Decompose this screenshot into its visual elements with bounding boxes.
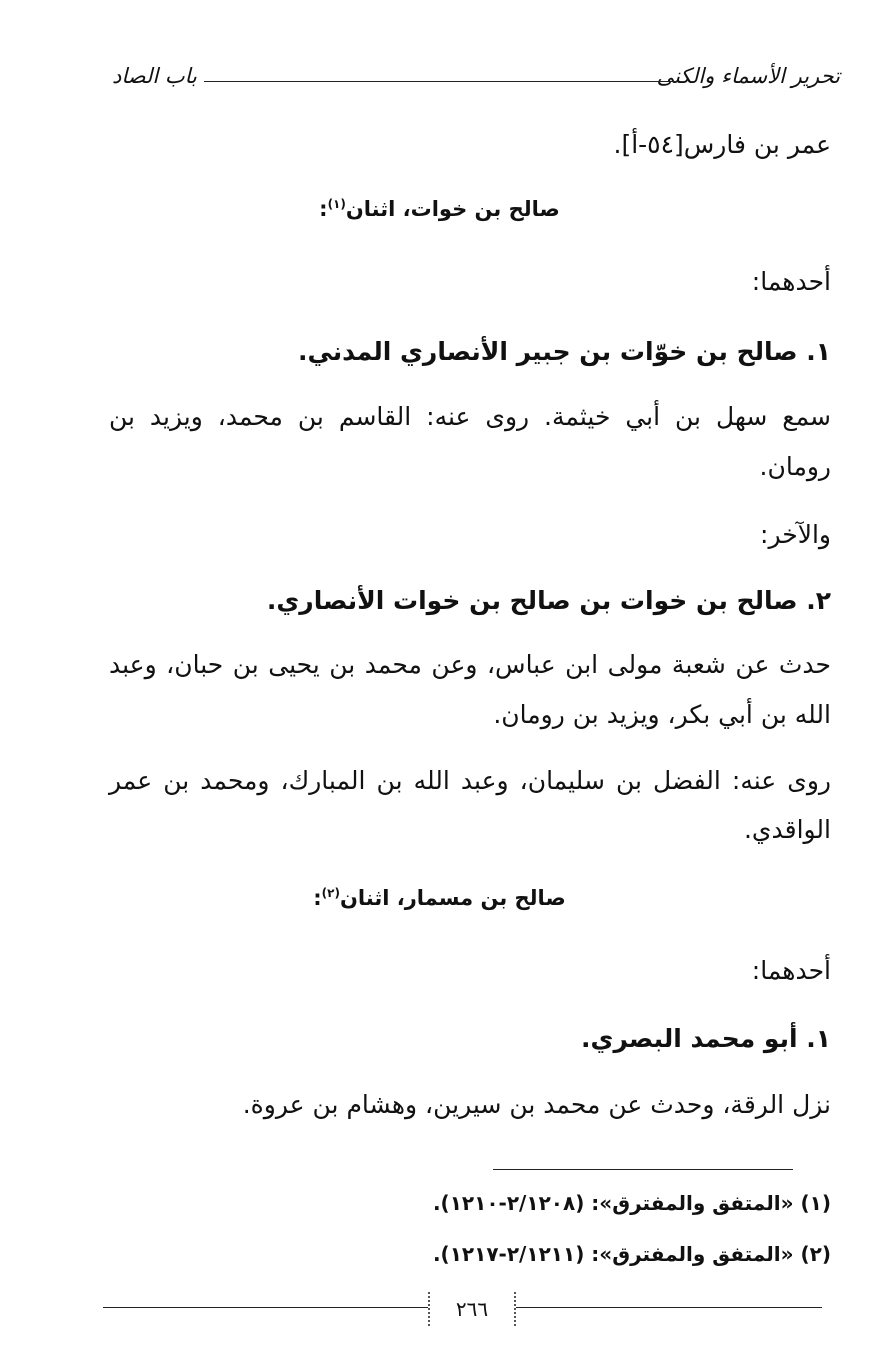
bottom-rule-left (103, 1307, 428, 1308)
running-header (112, 62, 840, 96)
narrators-line: روى عنه: الفضل بن سليمان، وعبد الله بن المبارك، ومحمد بن عمر (109, 766, 831, 795)
entry-text-line: سمع سهل بن أبي خيثمة. روى عنه: القاسم بن محمد، ويزيد بن (109, 402, 831, 431)
footnote-ref: (٢) (321, 886, 340, 900)
footnote-ref: (١) (327, 197, 346, 211)
section-heading-text: صالح بن مسمار، اثنان (339, 886, 566, 910)
entry-text-line: نزل الرقة، وحدث عن محمد بن سيرين، وهشام بن عروة. (242, 1090, 831, 1119)
first-label: أحدهما: (751, 267, 831, 296)
header-rule (204, 81, 678, 82)
section-heading-colon: : (313, 886, 322, 910)
section-heading-colon: : (319, 197, 328, 221)
footnote-separator (493, 1169, 793, 1170)
first-label: أحدهما: (751, 956, 831, 985)
narrators-line: الواقدي. (743, 815, 831, 844)
chapter-title: باب الصاد (112, 64, 197, 88)
section-heading (0, 878, 879, 913)
section-heading (0, 189, 879, 224)
book-title: تحرير الأسماء والكنى (656, 64, 840, 88)
entry-text-line: رومان. (759, 452, 831, 481)
page-number: ٢٦٦ (428, 1292, 516, 1326)
footnote: (٢) «المتفق والمفترق»: (٢/١٢١١-١٢١٧). (432, 1242, 831, 1266)
entry-title: ١. صالح بن خوّات بن جبير الأنصاري المدني. (297, 337, 831, 366)
entry-text-line: الله بن أبي بكر، ويزيد بن رومان. (493, 700, 831, 729)
entry-text-line: حدث عن شعبة مولى ابن عباس، وعن محمد بن يحيى بن حبان، وعبد (109, 650, 831, 679)
bottom-rule-right (512, 1307, 822, 1308)
continuation-line: عمر بن فارس[٥٤-أ]. (613, 130, 831, 159)
entry-title: ١. أبو محمد البصري. (581, 1024, 831, 1053)
footnote: (١) «المتفق والمفترق»: (٢/١٢٠٨-١٢١٠). (432, 1191, 831, 1215)
entry-title: ٢. صالح بن خوات بن صالح بن خوات الأنصاري. (266, 586, 831, 615)
second-label: والآخر: (760, 520, 831, 549)
section-heading-text: صالح بن خوات، اثنان (345, 197, 560, 221)
